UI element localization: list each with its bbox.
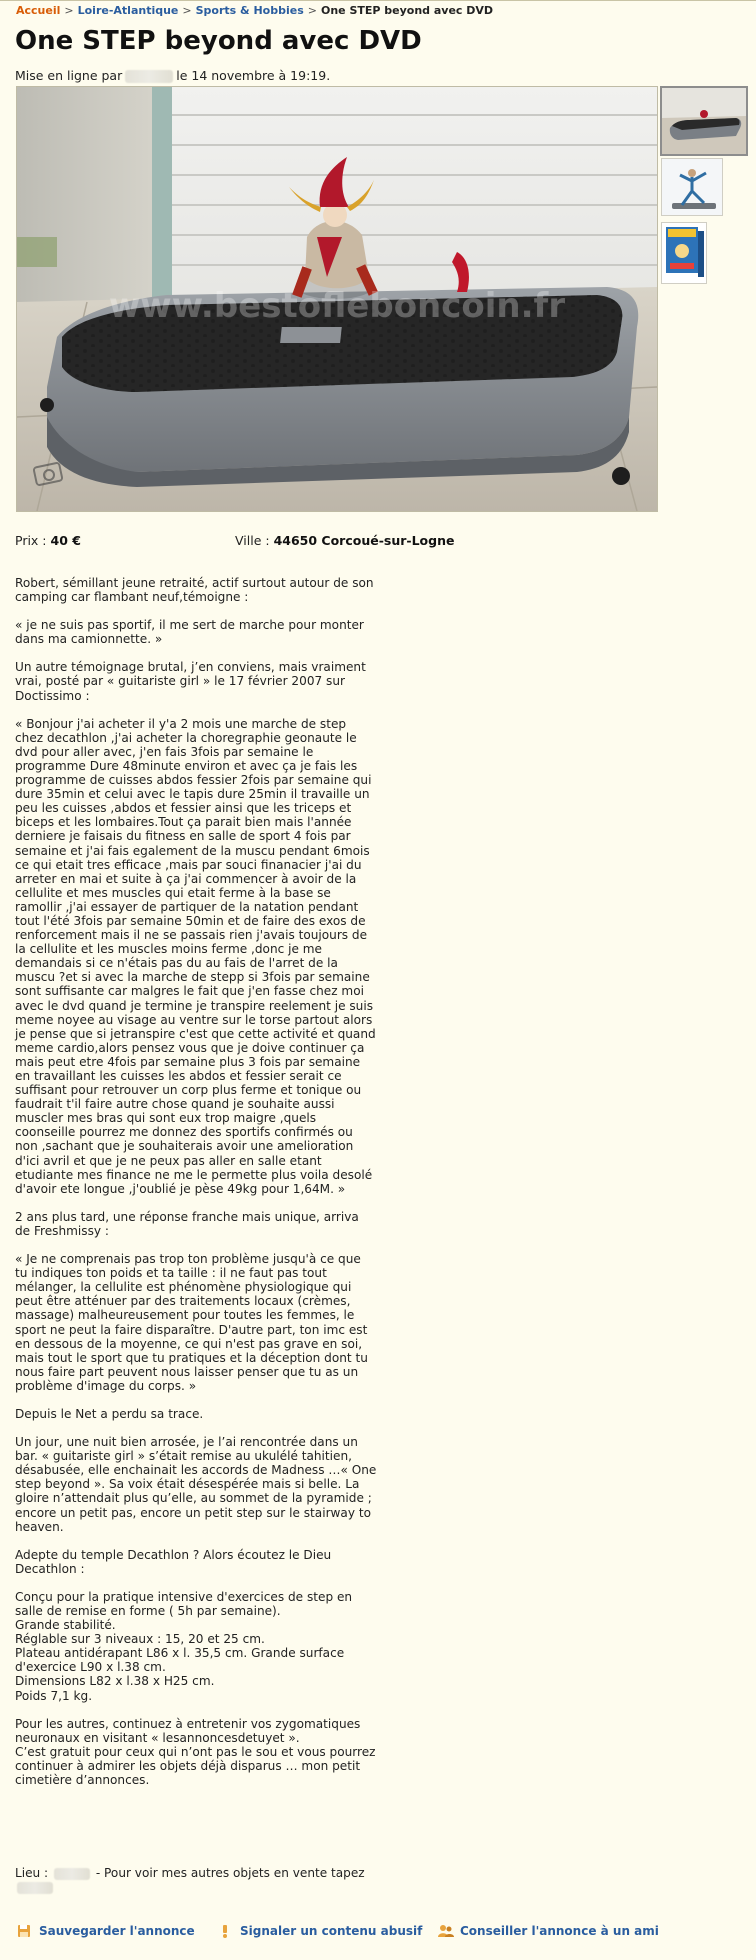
breadcrumb-current: One STEP beyond avec DVD [320,4,494,17]
recommend-ad-button[interactable] [438,1924,659,1938]
description-paragraph: « Je ne comprenais pas trop ton problème jusqu'à ce que tu indiques ton poids et ta taille : il ne faut pas tout mélanger, la cellulite est phénomène physiologique qui peut être atténuer par des traitements locaux (crèmes, massage) malheureusement pour toutes les femmes, le sport ne peut la faire disparaître. D'autre part, ton imc est en dessous de la moyenne, ce qui n'est pas grave en soi, mais tout le sport que tu pratiques et la déception dont tu nous faire part peuvent nous laisser penser que tu as un problème d'image du corps. » [15,1252,372,1393]
thumbnail-step-image [662,88,746,154]
posted-prefix: Mise en ligne par [15,68,123,83]
watermark-text: www.bestofleboncoin.fr [108,286,566,326]
breadcrumb-separator: > [64,4,74,17]
description-paragraph: 2 ans plus tard, une réponse franche mais unique, arriva de Freshmissy : [15,1209,363,1238]
city-label: Ville : [235,533,270,548]
location-blurred [54,1868,90,1880]
thumbnail-1-selected[interactable] [660,86,748,156]
floppy-icon [17,1924,31,1938]
breadcrumb [16,4,493,18]
search-term-blurred [17,1882,53,1894]
posted-info [15,68,330,84]
save-ad-label: Sauvegarder l'annonce [39,1924,195,1938]
description-paragraph: Robert, sémillant jeune retraité, actif surtout autour de son camping car flambant neuf,témoigne : [15,576,378,605]
posted-date: le 14 novembre à 19:19. [176,68,331,83]
users-icon [438,1924,452,1938]
description-paragraph: Adepte du temple Decathlon ? Alors écoutez le Dieu Decathlon : [15,1547,336,1576]
city-value: 44650 Corcoué-sur-Logne [273,533,455,548]
price-block [15,533,81,548]
breadcrumb-separator: > [182,4,192,17]
seller-name-blurred [125,70,173,83]
exclamation-icon [218,1924,232,1938]
description-paragraph: Conçu pour la pratique intensive d'exercices de step en salle de remise en forme ( 5h par semaine). Grande stabilité. Réglable sur 3 niveaux : 15, 20 et 25 cm. Plateau antidérapant L86 x l. 35,5 cm. Grande surface d'exercice L90 x l.38 cm. Dimensions L82 x l.38 x H25 cm. Poids 7,1 kg. [15,1589,353,1703]
page-title: One STEP beyond avec DVD [15,26,422,56]
description-paragraph: Un autre témoignage brutal, j’en conviens, mais vraiment vrai, posté par « guitariste girl » le 17 février 2007 sur Doctissimo : [15,660,370,703]
thumbnail-exercise-image [662,159,722,215]
save-ad-button[interactable] [17,1924,195,1938]
thumbnail-dvd-image [662,223,706,283]
price-value: 40 € [50,533,81,548]
breadcrumb-category-link[interactable]: Sports & Hobbies [195,4,304,17]
breadcrumb-home-link[interactable]: Accueil [16,4,61,17]
ad-description [15,576,381,1801]
description-paragraph: « je ne suis pas sportif, il me sert de marche pour monter dans ma camionnette. » [15,618,368,647]
description-paragraph: Un jour, une nuit bien arrosée, je l’ai rencontrée dans un bar. « guitariste girl » s’était remise au ukulélé tahitien, désabusée, elle enchainait les accords de Madness …« One step beyond ». Sa voix était désespérée mais si belle. La gloire n’attendait plus qu’elle, au sommet de la pyramide ; encore un petit pas, encore un petit step sur le stairway to heaven. [15,1435,381,1534]
step-platform-photo [17,87,657,511]
thumbnail-3[interactable] [661,222,707,284]
location-text: - Pour voir mes autres objets en vente tapez [95,1866,365,1880]
report-abuse-label: Signaler un contenu abusif [240,1924,423,1938]
thumbnail-2[interactable] [661,158,723,216]
ad-actions [15,1924,735,1942]
breadcrumb-region-link[interactable]: Loire-Atlantique [77,4,179,17]
city-block [235,533,454,549]
description-paragraph: Pour les autres, continuez à entretenir vos zygomatiques neuronaux en visitant « lesannoncesdetuyet ». C’est gratuit pour ceux qui n’ont pas le sou et vous pourrez continuer à admirer les objets déjà disparus … mon petit cimetière d’annonces. [15,1716,376,1788]
price-label: Prix : [15,533,47,548]
location-line [15,1866,377,1894]
description-paragraph: Depuis le Net a perdu sa trace. [15,1406,204,1421]
main-photo[interactable] [16,86,658,512]
description-paragraph: « Bonjour j'ai acheter il y'a 2 mois une marche de step chez decathlon ,j'ai acheter la choregraphie geonaute le dvd pour aller avec, j'en fais 3fois par semaine le programme Dure 48minute environ et avec ça je fais les programme de cuisses abdos fessier 2fois par semaine qui dure 35min et celui avec le tapis dure 25min il travaille un peu les cuisses ,abdos et fessier ainsi que les triceps et biceps et les lombaires.Tout ça parait bien mais l'année derniere je faisais du fitness en salle de sport 4 fois par semaine et j'ai fais egalement de la muscu pendant 6mois ce qui etait tres efficace ,mais par souci finanacier j'ai du arreter en mai et suite à ça j'ai commencer à avoir de la cellulite et mes muscles qui etait ferme à la base se ramollir ,j'ai essayer de partiquer de la natation pendant tout l'été 3fois par semaine 50min et de faire des exos de renforcement mais il ne se passais rien j'avais toujours de la cellulite et les muscles moins ferme ,donc je me demandais si ce n'étais pas du au fais de l'arret de la muscu ?et si avec la marche de stepp si 3fois par semaine sont suffisante car malgres le fait que j'en fasse chez moi avec le dvd quand je termine je transpire reelement je suis meme noyee au visage au ventre sur le torse partout alors je pense que si jetranspire c'est que cette activité et quand meme cardio,alors pensez vous que je doive continuer ça mais peut etre 4fois par semaine plus 3 fois par semaine en travaillant les cuisses les abdos et fessier serait ce suffisant pour retrouver un corp plus ferme et tonique ou faudrait t'il faire autre chose quand je souhaite aussi muscler mes bras qui sont eux trop maigre ,quels coonseille pourrez me donnez des sportifs confirmés ou non ,sachant que je souhaiterais avoir une amelioration d'ici avril et que je ne peux pas aller en salle etant etudiante mes finance ne me le permette plus voila desolé d'avoir ete longue ,j'oublié je pèse 49kg pour 1,64M. » [15,716,380,1196]
report-abuse-button[interactable] [218,1924,422,1938]
price-city-row [15,533,715,549]
location-label: Lieu : [15,1866,49,1880]
recommend-ad-label: Conseiller l'annonce à un ami [460,1924,659,1938]
breadcrumb-separator: > [307,4,317,17]
top-border [0,0,756,1]
